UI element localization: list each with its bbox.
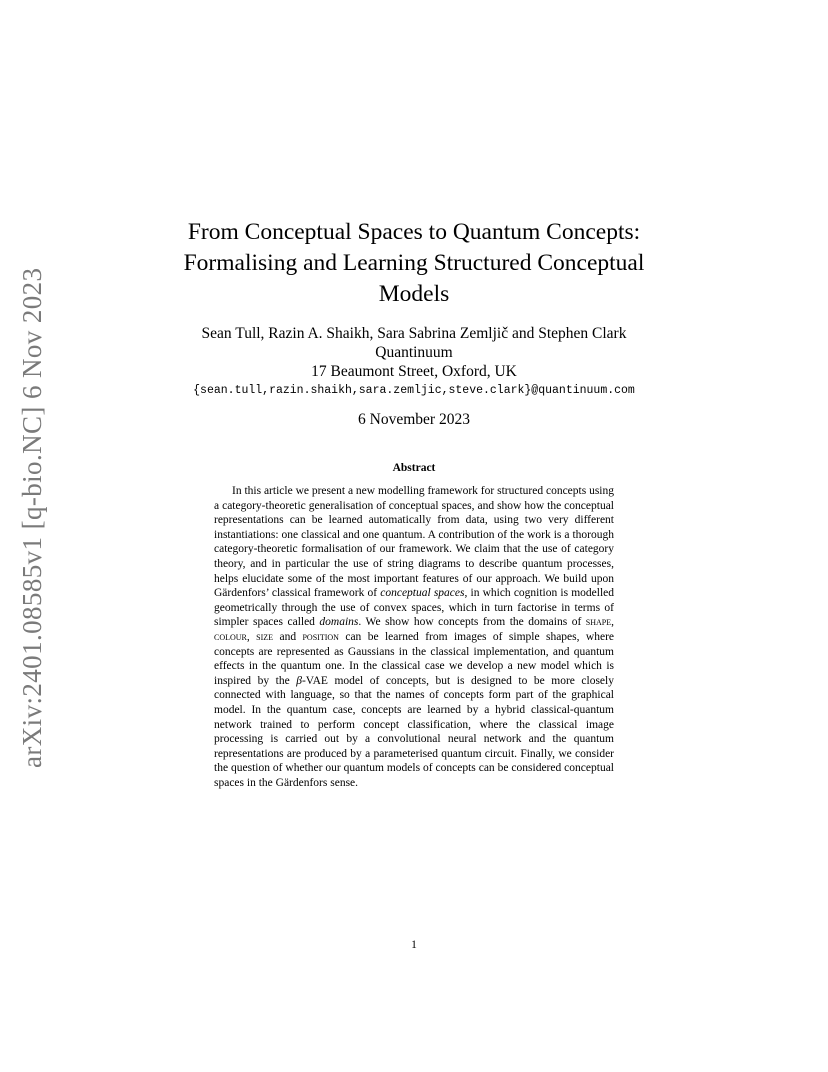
author-address: 17 Beaumont Street, Oxford, UK (311, 363, 517, 380)
title-line: Models (378, 281, 450, 307)
author-block (110, 324, 718, 400)
abstract-italic-term: domains (319, 616, 359, 629)
title-line: Formalising and Learning Structured Conceptual (183, 250, 645, 276)
title-line: From Conceptual Spaces to Quantum Concepts: (187, 219, 641, 245)
author-names: Sean Tull, Razin A. Shaikh, Sara Sabrina Zemljič and Stephen Clark (201, 325, 627, 342)
abstract-text: -VAE model of concepts, but is designed to be more closely connected with language, so that the names of concepts form part of the graphical model. In the quantum case, concepts are learned by a hybrid classical-quantum network trained to perform concept classification, where the classical image processing is carried out by a convolutional neural network and the quantum representations are produced by a parameterised quantum circuit. Finally, we consider the question of whether our quantum models of concepts can be considered conceptual spaces in the Gärdenfors sense. (214, 674, 614, 789)
paper-date: 6 November 2023 (358, 411, 470, 428)
abstract-text: . We show how concepts from the domains of (358, 616, 586, 629)
abstract-italic-symbol: β (296, 674, 302, 687)
abstract-text: and (273, 630, 303, 643)
domain-term: position (302, 630, 339, 643)
author-affiliation: Quantinuum (375, 344, 453, 361)
domain-term: shape (585, 616, 612, 629)
abstract-paragraph (214, 484, 614, 790)
abstract-text: can be learned from images of simple shapes, where concepts are represented as Gaussians in the classical implementation, and quantum effects in the quantum one. In the classical case we develop a new model which is inspired by the (214, 630, 615, 687)
abstract-text: , (246, 630, 257, 643)
author-emails: {sean.tull,razin.shaikh,sara.zemljic,steve.clark}@quantinuum.com (193, 384, 635, 397)
abstract-text: , (611, 616, 614, 629)
page-number: 1 (411, 939, 417, 951)
domain-term: size (256, 630, 274, 643)
abstract-text: , in which cognition is modelled geometrically through the use of convex spaces, which in turn factorise in terms of simpler spaces called (214, 587, 614, 629)
abstract-heading: Abstract (392, 462, 436, 474)
paper-title (110, 217, 718, 310)
abstract-body (214, 484, 614, 790)
arxiv-identifier-stamp: arXiv:2401.08585v1 [q-bio.NC] 6 Nov 2023 (17, 267, 47, 768)
domain-term: colour (214, 630, 247, 643)
abstract-text: In this article we present a new modelling framework for structured concepts using a category-theoretic generalisation of conceptual spaces, and show how the conceptual representations can be learned automatically from data, using two very different instantiations: one classical and one quantum. A contribution of the work is a thorough category-theoretic formalisation of our framework. We claim that the use of category theory, and in particular the use of string diagrams to describe quantum processes, helps elucidate some of the most important features of our approach. We build upon Gärdenfors’ classical framework of (214, 485, 614, 600)
abstract-italic-term: conceptual spaces (380, 587, 465, 600)
